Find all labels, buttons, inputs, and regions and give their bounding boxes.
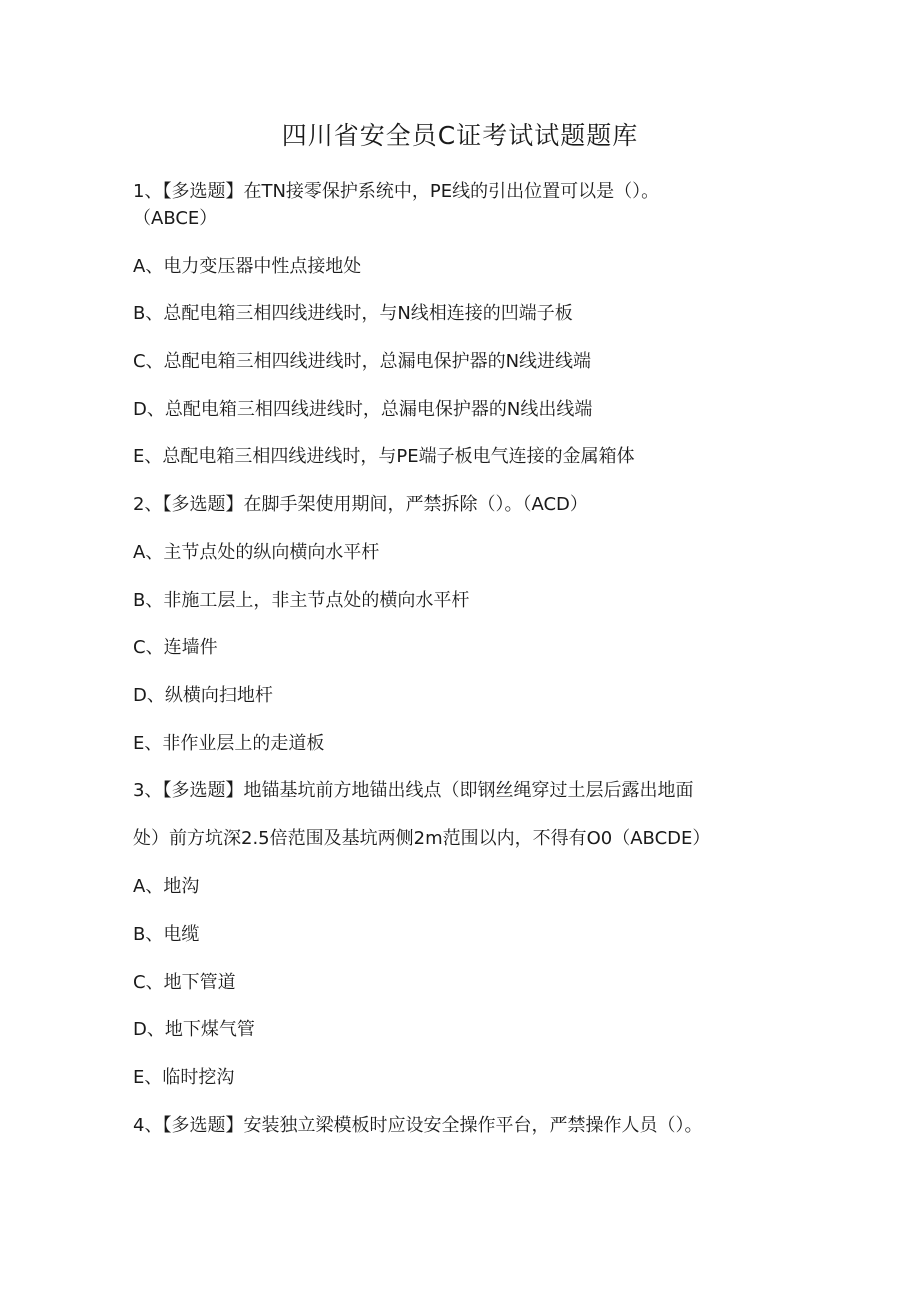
question-3-option-b: B、电缆 [133, 924, 200, 945]
document-title: 四川省安全员C证考试试题题库 [281, 121, 639, 150]
question-1-option-d: D、总配电箱三相四线进线时，总漏电保护器的N线出线端 [133, 399, 593, 420]
question-3-stem-line-1: 3、【多选题】地锚基坑前方地锚出线点（即钢丝绳穿过土层后露出地面 [133, 780, 694, 801]
question-1-stem: 1、【多选题】在TN接零保护系统中，PE线的引出位置可以是（）。 [133, 181, 660, 202]
question-1-answer: （ABCE） [133, 208, 218, 229]
question-2-stem: 2、【多选题】在脚手架使用期间，严禁拆除（）。（ACD） [133, 494, 588, 515]
question-2-option-b: B、非施工层上，非主节点处的横向水平杆 [133, 590, 470, 611]
question-1-option-c: C、总配电箱三相四线进线时，总漏电保护器的N线进线端 [133, 351, 592, 372]
question-3-option-c: C、地下管道 [133, 972, 236, 993]
question-2-option-d: D、纵横向扫地杆 [133, 685, 273, 706]
question-2-option-e: E、非作业层上的走道板 [133, 733, 325, 754]
question-4-stem: 4、【多选题】安装独立梁模板时应设安全操作平台，严禁操作人员（）。 [133, 1115, 703, 1136]
question-2-option-c: C、连墙件 [133, 637, 218, 658]
question-2-option-a: A、主节点处的纵向横向水平杆 [133, 542, 380, 563]
question-1-option-e: E、总配电箱三相四线进线时，与PE端子板电气连接的金属箱体 [133, 446, 635, 467]
question-3-stem-line-2: 处）前方坑深2.5倍范围及基坑两侧2m范围以内，不得有O0（ABCDE） [133, 828, 711, 849]
question-1-option-b: B、总配电箱三相四线进线时，与N线相连接的凹端子板 [133, 303, 573, 324]
question-3-option-e: E、临时挖沟 [133, 1067, 235, 1088]
question-1-option-a: A、电力变压器中性点接地处 [133, 256, 362, 277]
question-3-option-d: D、地下煤气管 [133, 1019, 255, 1040]
question-3-option-a: A、地沟 [133, 876, 200, 897]
